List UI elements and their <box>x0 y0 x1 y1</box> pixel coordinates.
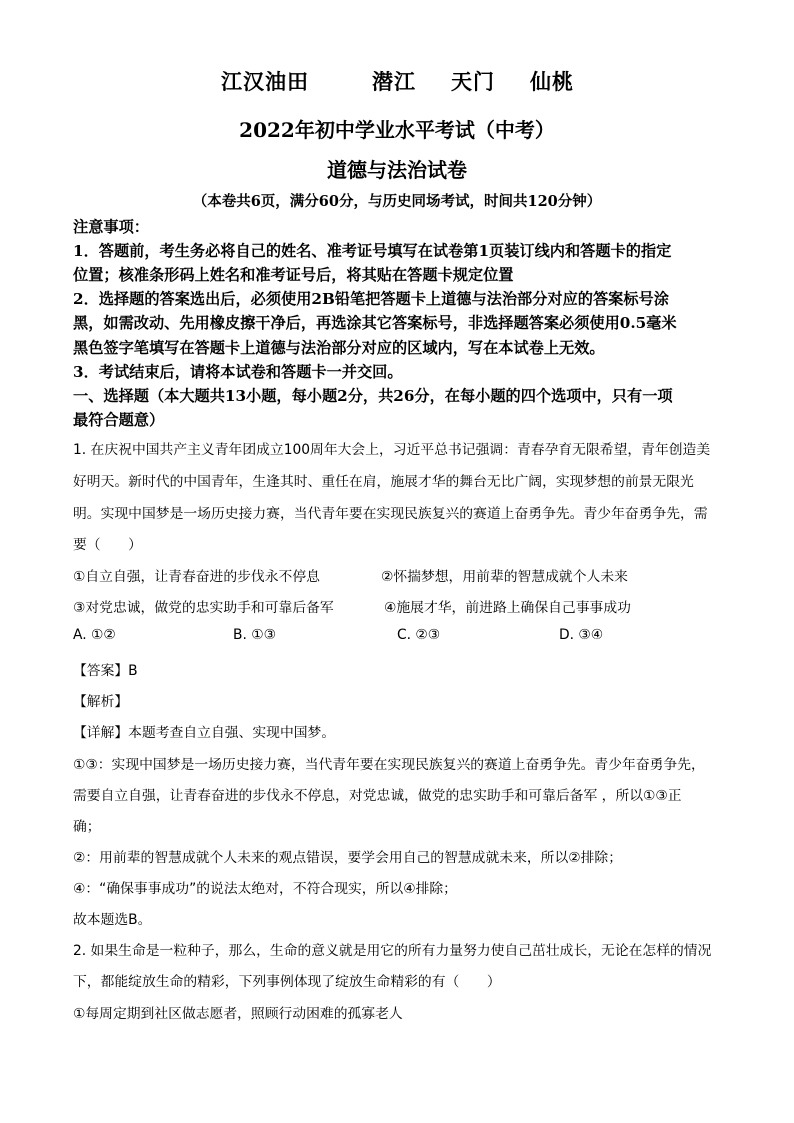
location-qianjiang: 潜江 <box>372 69 416 94</box>
location-tianmen: 天门 <box>451 69 495 94</box>
note-line: 2．选择题的答案选出后，必须使用2B铅笔把答题卡上道德与法治部分对应的答案标号涂 <box>73 290 669 308</box>
q1-statement: ④施展才华，前进路上确保自己事事成功 <box>384 600 631 616</box>
header-locations <box>0 66 794 96</box>
q1-choice-d: D. ③④ <box>559 627 604 643</box>
q1-choice-c: C. ②③ <box>397 627 441 643</box>
q1-detail-line: 故本题选B。 <box>73 912 152 928</box>
q2-stem-line: 下，都能绽放生命的精彩，下列事例体现了绽放生命精彩的有（ ） <box>73 974 501 990</box>
q1-detail-line: ④：“确保事事成功”的说法太绝对，不符合现实，所以④排除； <box>73 881 457 897</box>
paper-title: 道德与法治试卷 <box>327 158 467 182</box>
q1-answer: 【答案】B <box>73 663 138 679</box>
q1-stem-line: 好明天。新时代的中国青年，生逢其时、重任在肩，施展才华的舞台无比广阔，实现梦想的前景无限光 <box>73 474 694 490</box>
q1-stem-line: 1. 在庆祝中国共产主义青年团成立100周年大会上，习近平总书记强调：青春孕育无限希望，青年创造美 <box>73 442 711 458</box>
q1-detail-line: ②：用前辈的智慧成就个人未来的观点错误，要学会用自己的智慧成就未来，所以②排除； <box>73 850 623 866</box>
q1-detail-line: 【详解】本题考查自立自强、实现中国梦。 <box>73 725 336 741</box>
location-xiantao: 仙桃 <box>530 69 574 94</box>
notes-heading: 注意事项： <box>73 218 149 236</box>
q1-statement: ②怀揣梦想，用前辈的智慧成就个人未来 <box>381 569 628 585</box>
section-heading-cont: 最符合题意） <box>73 411 165 429</box>
q1-statement: ③对党忠诚，做党的忠实助手和可靠后备军 <box>73 600 334 616</box>
note-line: 3．考试结束后，请将本试卷和答题卡一并交回。 <box>73 363 403 381</box>
q2-stem-line: 2. 如果生命是一粒种子，那么，生命的意义就是用它的所有力量努力使自己茁壮成长，无论在怎样的情况 <box>73 943 712 959</box>
note-line: 位置；核准条形码上姓名和准考证号后，将其贴在答题卡规定位置 <box>73 266 514 284</box>
q1-detail-line: 需要自立自强，让青春奋进的步伐永不停息，对党忠诚，做党的忠实助手和可靠后备军 ，所以①③正 <box>73 788 682 804</box>
q1-choice-b: B. ①③ <box>233 627 276 643</box>
note-line: 黑，如需改动、先用橡皮擦干净后，再选涂其它答案标号，非选择题答案必须使用0.5毫米 <box>73 314 677 332</box>
location-jianghan: 江汉油田 <box>221 69 309 94</box>
q2-statement: ①每周定期到社区做志愿者，照顾行动困难的孤寡老人 <box>73 1006 403 1022</box>
q1-detail-line: ①③：实现中国梦是一场历史接力赛，当代青年要在实现民族复兴的赛道上奋勇争先。青少年奋勇争先， <box>73 757 705 773</box>
section-heading: 一、选择题（本大题共13小题，每小题2分，共26分，在每小题的四个选项中，只有一项 <box>73 387 673 405</box>
q1-stem-line: 明。实现中国梦是一场历史接力赛，当代青年要在实现民族复兴的赛道上奋勇争先。青少年奋勇争先，需 <box>73 506 708 522</box>
q1-statement: ①自立自强，让青春奋进的步伐永不停息 <box>73 569 320 585</box>
q1-choice-a: A. ①② <box>73 627 116 643</box>
q1-detail-line: 确； <box>73 819 101 835</box>
q1-analysis-label: 【解析】 <box>73 694 129 710</box>
paper-info: （本卷共6页，满分60分，与历史同场考试，时间共120分钟） <box>192 193 602 210</box>
note-line: 黑色签字笔填写在答题卡上道德与法治部分对应的区域内，写在本试卷上无效。 <box>73 339 605 357</box>
exam-title: 2022年初中学业水平考试（中考） <box>239 118 555 142</box>
q1-stem-line: 要（ ） <box>73 537 142 553</box>
note-line: 1．答题前，考生务必将自己的姓名、准考证号填写在试卷第1页装订线内和答题卡的指定 <box>73 242 672 260</box>
